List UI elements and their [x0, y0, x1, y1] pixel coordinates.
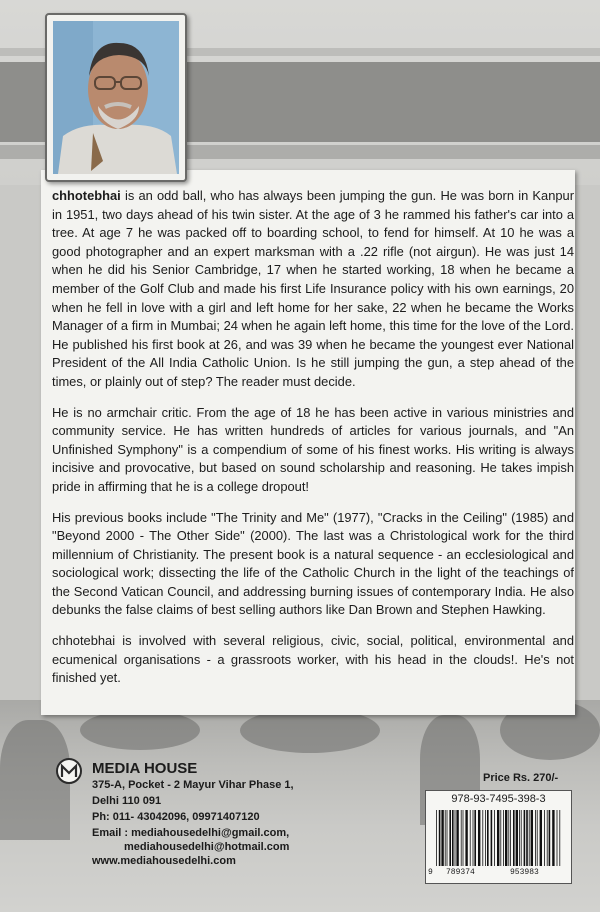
barcode-bar [535, 810, 536, 866]
publisher-website: www.mediahousedelhi.com [92, 855, 236, 867]
bio-paragraph-4: chhotebhai is involved with several religious, civic, social, political, environmental and ecumenical organisations - a grassroots worker, with his head in the clouds!. He's not finished yet. [52, 633, 574, 686]
barcode-bar [452, 810, 454, 866]
barcode-bar [500, 810, 501, 866]
barcode-bar [441, 810, 443, 866]
author-bio [52, 187, 574, 700]
barcode-bar [544, 810, 545, 866]
publisher-name: MEDIA HOUSE [92, 760, 198, 777]
barcode-bar [516, 810, 518, 866]
barcode-bar [436, 810, 437, 866]
barcode-bar [559, 810, 560, 866]
barcode-bar [491, 810, 493, 866]
barcode-bar [503, 810, 504, 866]
publisher-logo-icon [56, 758, 82, 784]
barcode-bar [508, 810, 509, 866]
barcode-bar [474, 810, 476, 866]
barcode-bars [434, 810, 562, 866]
barcode-bar [465, 810, 467, 866]
barcode-bar [473, 810, 474, 866]
barcode-bar [505, 810, 507, 866]
barcode-bar [552, 810, 554, 866]
publisher-email: Email : mediahousedelhi@gmail.com, [92, 827, 290, 839]
barcode-bar [445, 810, 446, 866]
barcode-digits-left: 789374 [446, 868, 475, 877]
barcode-bar [549, 810, 551, 866]
barcode-bar [470, 810, 471, 866]
barcode-bar [531, 810, 533, 866]
bio-paragraph-1: chhotebhai is an odd ball, who has always been jumping the gun. He was born in Kanpur in 1951, two days ahead of his twin sister. At the age of 3 he rammed his father's car into a tree. At age 7 he was packed off to boarding school, to fend for himself. At 10 he was a good photographer and an expert marksman with a .22 rifle (not airgun). He was just 14 when he did his Senior Cambridge, 17 when he started working, 18 when he became a member of the Golf Club and made his first Life Insurance policy with his own earnings, 20 when he fell in love with a girl and left home for her sake, 22 when he became the Works Manager of a firm in Mumbai; 24 when he again left home, this time for the love of the Lord. He published his first book at 26, and was 39 when he became the youngest ever National President of the All India Catholic Union. Is he still jumping the gun, a step ahead of the times, or plainly out of step? The reader must decide. [52, 188, 574, 389]
barcode-bar [482, 810, 483, 866]
barcode-bar [526, 810, 528, 866]
barcode-bar [494, 810, 495, 866]
barcode-bar [557, 810, 558, 866]
barcode-bar [537, 810, 538, 866]
barcode-bar [547, 810, 548, 866]
barcode-bar [497, 810, 499, 866]
barcode-bar [455, 810, 456, 866]
bio-paragraph-2: He is no armchair critic. From the age of 18 he has been active in various ministries and community service. He has written hundreds of articles for various journals, and "An Unfinished Symphony" is a compendium of some of his finest works. His writing is always incisive and provocative, but based on sound scholarship and reasoning. He takes impish pride in affirming that he is a college dropout! [52, 404, 574, 494]
author-photo [53, 21, 179, 174]
isbn-barcode [425, 790, 572, 884]
author-name: chhotebhai [52, 188, 121, 203]
publisher-email: mediahousedelhi@hotmail.com [124, 841, 290, 853]
author-photo-frame [45, 13, 187, 182]
publisher-phone: Ph: 011- 43042096, 09971407120 [92, 811, 260, 823]
barcode-digits-right: 953983 [510, 868, 539, 877]
barcode-bar [513, 810, 515, 866]
barcode-bar [510, 810, 511, 866]
barcode-digit: 9 [428, 868, 433, 877]
barcode-bar [487, 810, 489, 866]
price-label: Price Rs. 270/- [483, 772, 559, 784]
barcode-bar [439, 810, 441, 866]
barcode-bar [521, 810, 522, 866]
barcode-bar [478, 810, 480, 866]
barcode-bar [461, 810, 462, 866]
bio-paragraph-3: His previous books include "The Trinity and Me" (1977), "Cracks in the Ceiling" (1985) and "Beyond 2000 - The Other Side" (2000). The last was a Christological work for the third millennium of Christianity. The present book is a natural sequence - an ecclesiological and sociological work; dissecting the life of the Catholic Church in the light of the teachings of the Second Vatican Council, and addressing burning issues of contemporary India. He also debunks the false claims of best selling authors like Dan Brown and Stephen Hawking. [52, 509, 574, 618]
publisher-address: 375-A, Pocket - 2 Mayur Vihar Phase 1, [92, 779, 294, 791]
barcode-bar [485, 810, 486, 866]
barcode-bar [456, 810, 458, 866]
isbn-number: 978-93-7495-398-3 [451, 793, 546, 805]
barcode-bar [447, 810, 448, 866]
barcode-bar [449, 810, 451, 866]
publisher-address: Delhi 110 091 [92, 795, 162, 807]
barcode-bar [463, 810, 464, 866]
barcode-bar [519, 810, 520, 866]
barcode-bar [529, 810, 530, 866]
barcode-bar [540, 810, 542, 866]
barcode-bar [524, 810, 526, 866]
